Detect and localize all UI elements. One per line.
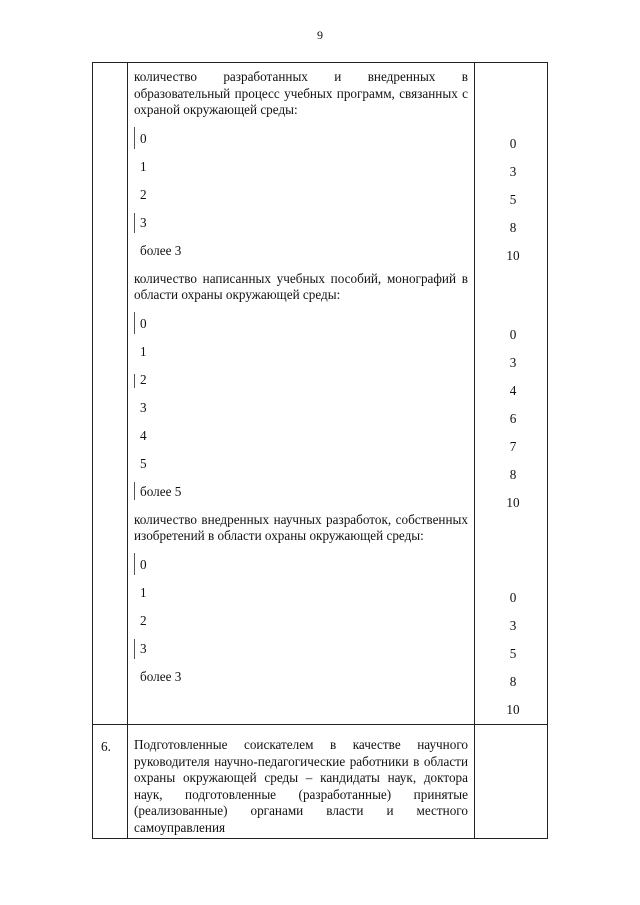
option-label: 0 <box>140 315 147 331</box>
score-value: 10 <box>506 495 520 510</box>
list-item <box>134 310 468 338</box>
option-label: 3 <box>140 399 147 415</box>
option-label: 0 <box>140 556 147 572</box>
score-value: 6 <box>509 411 517 426</box>
list-item <box>134 237 468 265</box>
list-item <box>134 607 468 635</box>
score-value: 4 <box>509 383 517 398</box>
section-inventions <box>128 506 474 695</box>
list-item <box>134 450 468 478</box>
option-label: более 3 <box>140 668 182 684</box>
row-text: Подготовленные соискателем в качестве научного руководителя научно-педагогические работники в области охраны окружающей среды – кандидаты наук, доктора наук, подготовленные (разработанные) принятые (реализованные) органами власти и местного самоуправления <box>134 737 468 835</box>
criteria-cell <box>128 63 475 725</box>
section-textbooks <box>128 265 474 506</box>
score-value: 0 <box>509 327 517 342</box>
option-label: 1 <box>140 584 147 600</box>
score-value: 8 <box>509 220 517 235</box>
score-value: 3 <box>509 618 517 633</box>
option-label: 3 <box>140 640 147 656</box>
score-value: 3 <box>509 355 517 370</box>
option-label: более 3 <box>140 242 182 258</box>
score-value: 10 <box>506 248 520 263</box>
score-value: 0 <box>509 590 517 605</box>
list-item <box>134 394 468 422</box>
score-value: 7 <box>509 439 517 454</box>
option-label: 3 <box>140 214 147 230</box>
list-item <box>134 478 468 506</box>
section-programs <box>128 63 474 265</box>
option-label: 5 <box>140 455 147 471</box>
option-label: более 5 <box>140 483 182 499</box>
option-label: 4 <box>140 427 147 443</box>
page-number: 9 <box>317 28 323 42</box>
section-heading: количество написанных учебных пособий, монографий в области охраны окружающей среды: <box>134 270 468 302</box>
row-number: 6. <box>93 725 128 839</box>
list-item <box>134 551 468 579</box>
option-label: 2 <box>140 186 147 202</box>
option-label: 2 <box>140 612 147 628</box>
list-item <box>134 366 468 394</box>
list-item <box>134 125 468 153</box>
option-label: 1 <box>140 343 147 359</box>
score-value: 5 <box>509 192 517 207</box>
score-value: 5 <box>509 646 517 661</box>
score-value: 0 <box>509 136 517 151</box>
score-value: 3 <box>509 164 517 179</box>
list-item <box>134 209 468 237</box>
score-cell <box>475 725 548 839</box>
score-value: 10 <box>506 702 520 717</box>
list-item <box>134 338 468 366</box>
list-item <box>134 663 468 691</box>
score-value: 8 <box>509 467 517 482</box>
list-item <box>134 153 468 181</box>
score-value: 8 <box>509 674 517 689</box>
criteria-cell <box>128 725 475 839</box>
row-number-cell <box>93 63 128 725</box>
option-label: 2 <box>140 371 147 387</box>
section-heading: количество разработанных и внедренных в образовательный процесс учебных программ, связанных с охраной окружающей среды: <box>134 69 468 117</box>
criteria-table <box>92 62 548 839</box>
list-item <box>134 422 468 450</box>
table-row <box>93 63 548 725</box>
table-row <box>93 725 548 839</box>
option-label: 1 <box>140 158 147 174</box>
list-item <box>134 181 468 209</box>
score-cell <box>475 63 548 725</box>
option-label: 0 <box>140 130 147 146</box>
section-heading: количество внедренных научных разработок, собственных изобретений в области охраны окружающей среды: <box>134 511 468 543</box>
list-item <box>134 579 468 607</box>
list-item <box>134 635 468 663</box>
